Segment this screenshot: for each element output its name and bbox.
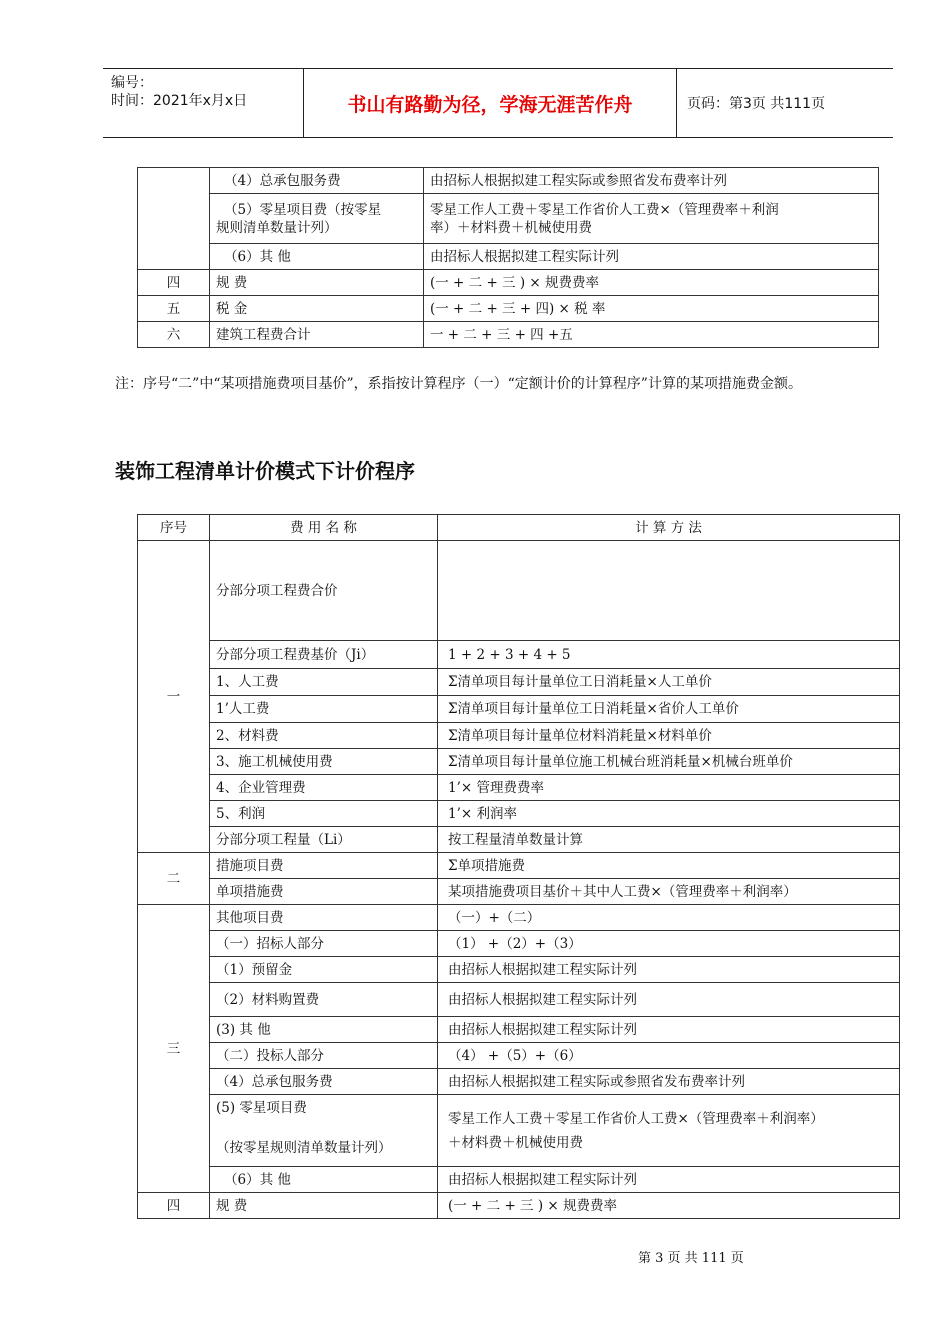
- method-cell: 1’× 管理费费率: [438, 775, 900, 801]
- table-row: [138, 1193, 900, 1219]
- method-cell: Σ清单项目每计量单位工日消耗量×人工单价: [438, 669, 900, 696]
- seq-cell: 四: [138, 270, 210, 296]
- seq-cell: 四: [138, 1193, 210, 1219]
- table-row: [138, 749, 900, 775]
- fee-name-cell: 税 金: [210, 296, 424, 322]
- fee-name-cell: 1、人工费: [210, 669, 438, 696]
- fee-name-cell: 4、企业管理费: [210, 775, 438, 801]
- table-row: [138, 168, 879, 194]
- fee-name-cell: （2）材料购置费: [210, 983, 438, 1017]
- fee-name-line: (5) 零星项目费: [216, 1100, 307, 1116]
- method-cell: Σ单项措施费: [438, 853, 900, 879]
- method-cell: (一 + 二 + 三 + 四) × 税 率: [424, 296, 879, 322]
- fee-name-cell: 2、材料费: [210, 723, 438, 749]
- method-line: ＋材料费＋机械使用费: [448, 1134, 583, 1151]
- method-cell: 由招标人根据拟建工程实际计列: [438, 983, 900, 1017]
- seq-cell: [138, 168, 210, 270]
- seq-cell: 六: [138, 322, 210, 348]
- method-cell: (一 + 二 + 三 ) × 规费费率: [438, 1193, 900, 1219]
- fee-name-cell: （6）其 他: [210, 244, 424, 270]
- table-row: [138, 905, 900, 931]
- table-row: [138, 270, 879, 296]
- fee-name-cell: （4）总承包服务费: [210, 168, 424, 194]
- table-row: [138, 1069, 900, 1095]
- method-cell: （1） +（2）+（3）: [438, 931, 900, 957]
- method-cell: （一）+（二）: [438, 905, 900, 931]
- header-seq: 序号: [138, 515, 210, 541]
- header-motto: 书山有路勤为径，学海无涯苦作舟: [304, 69, 677, 137]
- fee-name-cell: 单项措施费: [210, 879, 438, 905]
- fee-name-cell: 规 费: [210, 1193, 438, 1219]
- header-meta: [103, 69, 304, 137]
- header-page-label: 页码：第3页 共111页: [687, 96, 826, 112]
- fee-name-line: 规则清单数量计列）: [216, 219, 338, 236]
- table-row: [138, 827, 900, 853]
- seq-cell: 一: [138, 541, 210, 853]
- table-row: [138, 322, 879, 348]
- method-cell: 由招标人根据拟建工程实际或参照省发布费率计列: [424, 168, 879, 194]
- page-header: [103, 68, 893, 138]
- fee-name-cell: 分部分项工程费合价: [210, 541, 438, 641]
- table-row: [138, 541, 900, 641]
- method-line: 零星工作人工费＋零星工作省价人工费×（管理费率＋利润率）: [448, 1110, 824, 1127]
- table-row: [138, 669, 900, 696]
- method-cell: Σ清单项目每计量单位材料消耗量×材料单价: [438, 723, 900, 749]
- method-line: 率）＋材料费＋机械使用费: [430, 219, 592, 236]
- table-row: [138, 931, 900, 957]
- fee-name-line: （按零星规则清单数量计列）: [216, 1140, 392, 1156]
- method-cell: (一 + 二 + 三 ) × 规费费率: [424, 270, 879, 296]
- table-row: [138, 296, 879, 322]
- method-cell: 由招标人根据拟建工程实际计列: [438, 1017, 900, 1043]
- table-row: [138, 957, 900, 983]
- fee-name-cell: 1’人工费: [210, 696, 438, 723]
- fee-name-cell: 分部分项工程量（Li）: [210, 827, 438, 853]
- method-cell: 由招标人根据拟建工程实际或参照省发布费率计列: [438, 1069, 900, 1095]
- method-cell: 1 + 2 + 3 + 4 + 5: [438, 641, 900, 669]
- fee-name-cell: 其他项目费: [210, 905, 438, 931]
- seq-cell: 三: [138, 905, 210, 1193]
- table-row: [138, 641, 900, 669]
- fee-name-cell: 3、施工机械使用费: [210, 749, 438, 775]
- method-cell: 由招标人根据拟建工程实际计列: [424, 244, 879, 270]
- fee-name-cell: （6）其 他: [210, 1167, 438, 1193]
- decoration-pricing-table: [137, 514, 900, 1219]
- method-cell: 某项措施费项目基价＋其中人工费×（管理费率＋利润率）: [438, 879, 900, 905]
- fee-name-cell: [210, 194, 424, 244]
- table-header-row: [138, 515, 900, 541]
- method-cell: 由招标人根据拟建工程实际计列: [438, 957, 900, 983]
- method-cell: （4） +（5）+（6）: [438, 1043, 900, 1069]
- table-row: [138, 775, 900, 801]
- fee-name-cell: （一）招标人部分: [210, 931, 438, 957]
- continued-fee-table: [137, 167, 879, 348]
- number-label: 编号：: [111, 75, 153, 91]
- fee-name-cell: （1）预留金: [210, 957, 438, 983]
- method-cell: Σ清单项目每计量单位工日消耗量×省价人工单价: [438, 696, 900, 723]
- table-row: [138, 696, 900, 723]
- time-label: 时间：2021年x月x日: [111, 93, 248, 109]
- fee-name-line: （5）零星项目费（按零星: [224, 201, 382, 218]
- table-row: [138, 244, 879, 270]
- seq-cell: 二: [138, 853, 210, 905]
- fee-name-cell: [210, 1095, 438, 1167]
- table-row: [138, 194, 879, 244]
- fee-name-cell: （4）总承包服务费: [210, 1069, 438, 1095]
- fee-name-cell: (3) 其 他: [210, 1017, 438, 1043]
- method-cell: [438, 541, 900, 641]
- method-cell: 按工程量清单数量计算: [438, 827, 900, 853]
- method-cell: 1’× 利润率: [438, 801, 900, 827]
- method-line: 零星工作人工费＋零星工作省价人工费×（管理费率＋利润: [430, 201, 779, 218]
- table-row: [138, 1095, 900, 1167]
- table-note: 注：序号“二”中“某项措施费项目基价”，系指按计算程序（一）“定额计价的计算程序”计算的某项措施费金额。: [115, 376, 802, 392]
- header-method: 计 算 方 法: [438, 515, 900, 541]
- method-cell: 一 + 二 + 三 + 四 +五: [424, 322, 879, 348]
- fee-name-cell: 措施项目费: [210, 853, 438, 879]
- fee-name-cell: 分部分项工程费基价（Ji）: [210, 641, 438, 669]
- method-cell: [438, 1095, 900, 1167]
- fee-name-cell: 5、利润: [210, 801, 438, 827]
- table-row: [138, 879, 900, 905]
- seq-cell: 五: [138, 296, 210, 322]
- page-footer: 第 3 页 共 111 页: [638, 1251, 744, 1266]
- method-cell: [424, 194, 879, 244]
- table-row: [138, 1167, 900, 1193]
- table-row: [138, 1043, 900, 1069]
- table-row: [138, 983, 900, 1017]
- table-row: [138, 1017, 900, 1043]
- fee-name-cell: （二）投标人部分: [210, 1043, 438, 1069]
- method-cell: Σ清单项目每计量单位施工机械台班消耗量×机械台班单价: [438, 749, 900, 775]
- header-fee-name: 费 用 名 称: [210, 515, 438, 541]
- table-row: [138, 723, 900, 749]
- table-row: [138, 801, 900, 827]
- fee-name-cell: 规 费: [210, 270, 424, 296]
- fee-name-cell: 建筑工程费合计: [210, 322, 424, 348]
- table-row: [138, 853, 900, 879]
- section-title: 装饰工程清单计价模式下计价程序: [115, 459, 415, 483]
- method-cell: 由招标人根据拟建工程实际计列: [438, 1167, 900, 1193]
